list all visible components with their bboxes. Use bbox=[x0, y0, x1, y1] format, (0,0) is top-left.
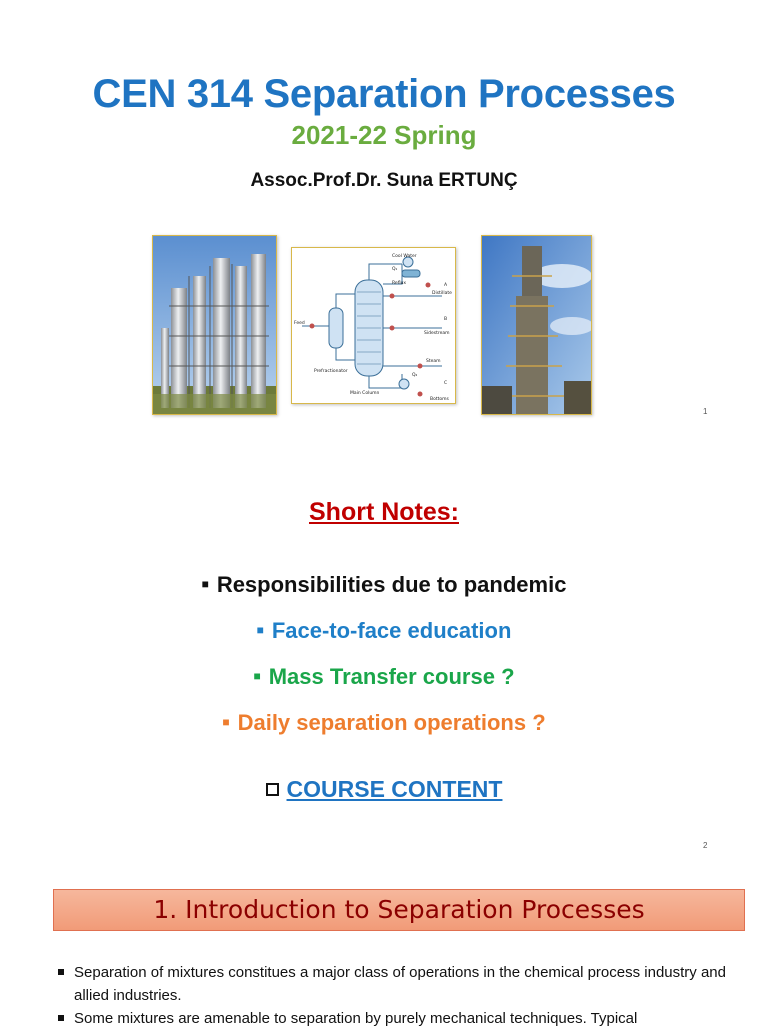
label-feed: Feed bbox=[294, 321, 305, 326]
note-text: Daily separation operations ? bbox=[237, 710, 546, 735]
tall-column-photo bbox=[481, 235, 592, 415]
label-bottoms: Bottoms bbox=[430, 397, 449, 402]
course-content-row bbox=[0, 776, 768, 803]
flow-diagram-svg bbox=[292, 248, 455, 403]
bullet-text: Separation of mixtures constitues a major class of operations in the chemical process industry and allied industries. bbox=[74, 964, 726, 1004]
note-item bbox=[0, 618, 768, 644]
label-q1: Q₁ bbox=[392, 267, 398, 272]
bullet-text: Some mixtures are amenable to separation by purely mechanical techniques. Typical bbox=[74, 1010, 638, 1027]
term-subtitle: 2021-22 Spring bbox=[291, 120, 477, 150]
square-bullet-icon: ■ bbox=[256, 623, 264, 637]
note-item bbox=[0, 664, 768, 690]
short-notes-heading: Short Notes: bbox=[309, 498, 459, 526]
label-steam: Steam bbox=[426, 359, 441, 364]
label-reflux: Reflux bbox=[392, 281, 407, 286]
section-heading: 1. Introduction to Separation Processes bbox=[53, 889, 745, 931]
note-text: Face-to-face education bbox=[271, 618, 512, 643]
note-item bbox=[0, 572, 768, 598]
distillation-columns-photo bbox=[152, 235, 277, 415]
checkbox-icon bbox=[266, 783, 279, 796]
label-cool-water: Cool Water bbox=[392, 254, 417, 259]
distillation-flow-diagram bbox=[291, 247, 456, 404]
page-number: 2 bbox=[703, 841, 708, 850]
square-bullet-icon bbox=[58, 969, 64, 975]
author-name: Assoc.Prof.Dr. Suna ERTUNÇ bbox=[250, 170, 518, 191]
square-bullet-icon: ■ bbox=[201, 577, 209, 591]
label-prefractionator: Prefractionator bbox=[314, 369, 348, 374]
note-text: Mass Transfer course ? bbox=[268, 664, 515, 689]
label-main-column: Main Column bbox=[350, 391, 380, 396]
list-item bbox=[58, 961, 746, 1007]
list-item bbox=[58, 1007, 746, 1030]
square-bullet-icon: ■ bbox=[222, 715, 230, 729]
note-text: Responsibilities due to pandemic bbox=[216, 572, 567, 597]
course-content-link[interactable]: COURSE CONTENT bbox=[286, 776, 503, 802]
note-item bbox=[0, 710, 768, 736]
tall-column-image bbox=[482, 236, 591, 414]
label-c: C bbox=[444, 381, 448, 386]
label-b: B bbox=[444, 317, 448, 322]
columns-photo-image bbox=[153, 236, 276, 414]
label-distillate: Distillate bbox=[432, 291, 452, 296]
page-title: CEN 314 Separation Processes bbox=[92, 72, 676, 116]
square-bullet-icon: ■ bbox=[253, 669, 261, 683]
label-q2: Q₂ bbox=[412, 373, 418, 378]
label-a: A bbox=[444, 283, 448, 288]
page-number: 1 bbox=[703, 407, 708, 416]
square-bullet-icon bbox=[58, 1015, 64, 1021]
label-sidestream: Sidestream bbox=[424, 331, 450, 336]
